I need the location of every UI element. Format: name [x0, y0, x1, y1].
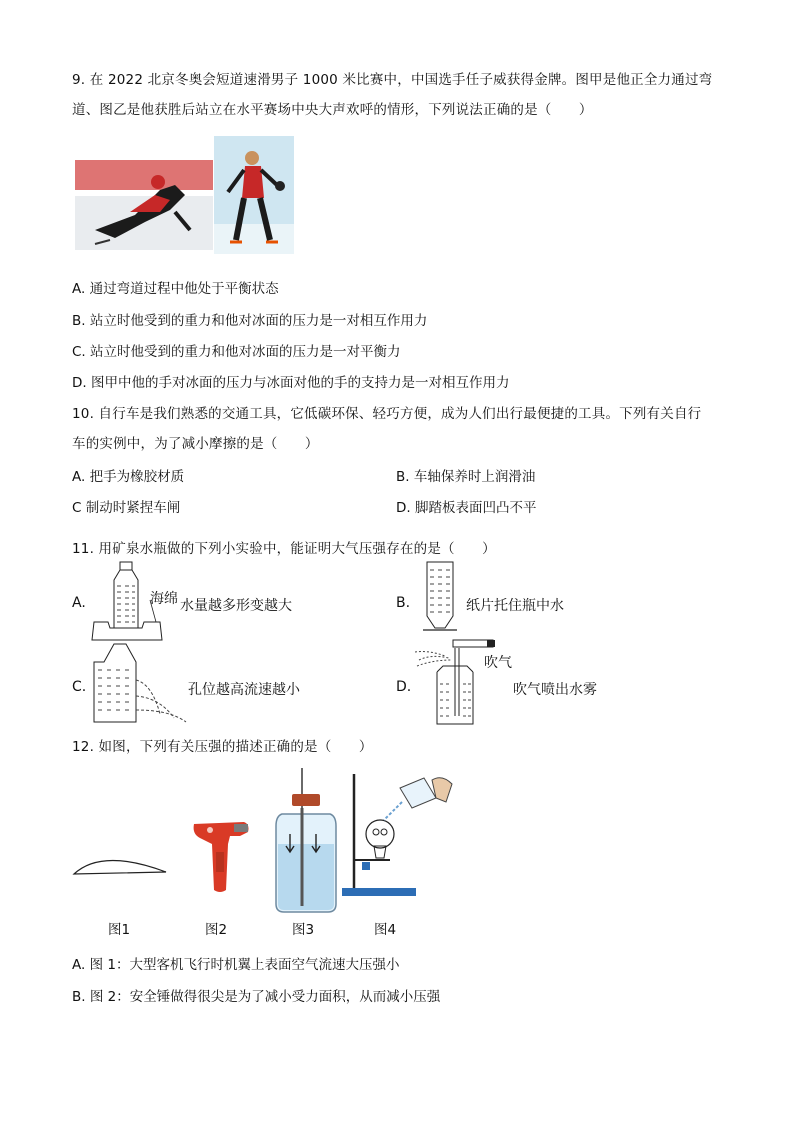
inverted-bottle-paper-diagram — [415, 560, 465, 642]
figure-caption-2: 图2 — [205, 922, 228, 938]
figure-caption-4: 图4 — [374, 922, 397, 938]
q9-option-a[interactable]: A. 通过弯道过程中他处于平衡状态 — [72, 281, 279, 297]
q12-option-b[interactable]: B. 图 2：安全锤做得很尖是为了减小受力面积，从而减小压强 — [72, 989, 441, 1005]
q10-stem-line2: 车的实例中，为了减小摩擦的是（ ） — [72, 436, 319, 452]
bottle-with-holes-diagram — [90, 640, 190, 724]
q11-option-a-text[interactable]: 水量越多形变越大 — [180, 598, 292, 614]
q9-option-b[interactable]: B. 站立时他受到的重力和他对冰面的压力是一对相互作用力 — [72, 313, 428, 329]
q9-option-c[interactable]: C. 站立时他受到的重力和他对冰面的压力是一对平衡力 — [72, 344, 401, 360]
q11-option-a-letter[interactable]: A. — [72, 595, 86, 611]
q11-option-d-letter[interactable]: D. — [396, 679, 412, 695]
q9-option-d[interactable]: D. 图甲中他的手对冰面的压力与冰面对他的手的支持力是一对相互作用力 — [72, 375, 510, 391]
q12-stem: 12. 如图，下列有关压强的描述正确的是（ ） — [72, 739, 373, 755]
bottle-with-straw-figure — [272, 768, 340, 914]
q11-option-b-letter[interactable]: B. — [396, 595, 411, 611]
q11-option-c-text[interactable]: 孔位越高流速越小 — [188, 682, 300, 698]
q12-option-a[interactable]: A. 图 1：大型客机飞行时机翼上表面空气流速大压强小 — [72, 957, 400, 973]
q10-option-b[interactable]: B. 车轴保养时上润滑油 — [396, 469, 536, 485]
q9-stem-line1: 9. 在 2022 北京冬奥会短道速滑男子 1000 米比赛中，中国选手任子威获得金牌。图甲是他正全力通过弯 — [72, 72, 713, 88]
figure-caption-3: 图3 — [292, 922, 315, 938]
q11-option-c-letter[interactable]: C. — [72, 679, 87, 695]
q10-option-d[interactable]: D. 脚踏板表面凹凸不平 — [396, 500, 537, 516]
q11-option-d-text[interactable]: 吹气喷出水雾 — [513, 682, 597, 698]
q10-option-a[interactable]: A. 把手为橡胶材质 — [72, 469, 185, 485]
atomizer-bottle-diagram — [415, 636, 510, 726]
q10-stem-line1: 10. 自行车是我们熟悉的交通工具，它低碳环保、轻巧方便，成为人们出行最便捷的工具。下列有关自行 — [72, 406, 702, 422]
q11-stem: 11. 用矿泉水瓶做的下列小实验中，能证明大气压强存在的是（ ） — [72, 541, 496, 557]
safety-hammer-figure — [190, 818, 252, 896]
figure-caption-1: 图1 — [108, 922, 131, 938]
blow-air-label: 吹气 — [484, 655, 512, 671]
wing-cross-section-figure — [72, 852, 168, 876]
skater-cheering-photo — [214, 136, 294, 254]
sponge-label: 海绵 — [150, 591, 178, 607]
q10-option-c[interactable]: C 制动时紧捏车闸 — [72, 500, 181, 516]
skater-turning-photo — [75, 160, 213, 250]
pouring-water-funnel-figure — [340, 768, 460, 898]
q9-stem-line2: 道、图乙是他获胜后站立在水平赛场中央大声欢呼的情形，下列说法正确的是（ ） — [72, 102, 593, 118]
q11-option-b-text[interactable]: 纸片托住瓶中水 — [466, 598, 564, 614]
